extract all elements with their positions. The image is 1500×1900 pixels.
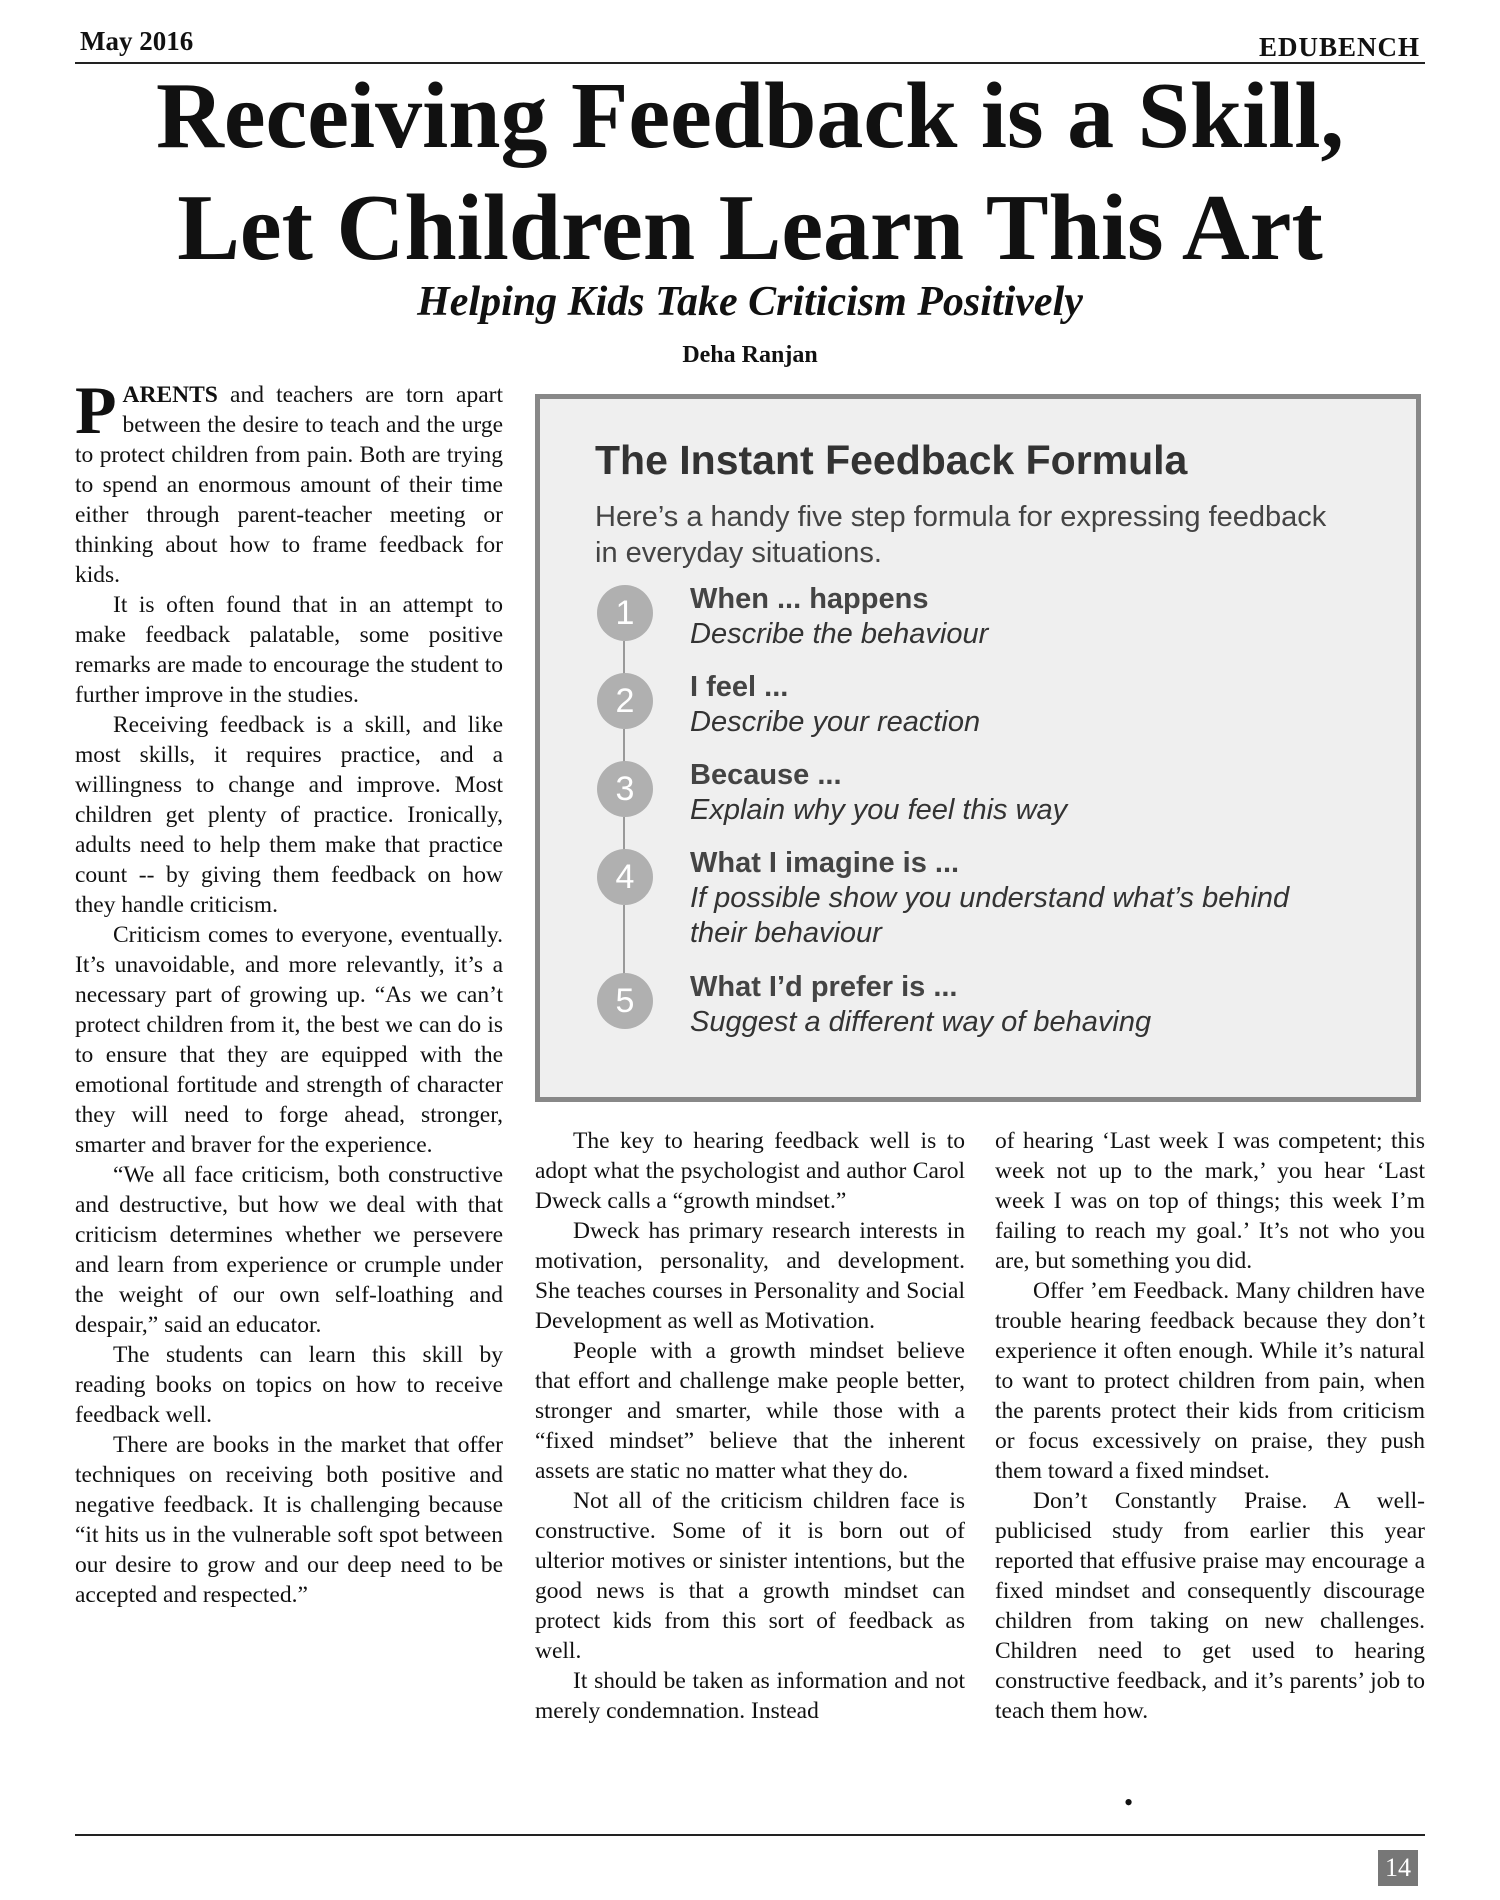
feedback-formula-box [535,394,1421,1102]
subheadline: Helping Kids Take Criticism Positively [417,279,1083,325]
step-description: Suggest a different way of behaving [690,1006,1152,1038]
paragraph: Don’t Constantly Praise. A well-publicised study from earlier this year reported that effusive praise may encourage a fixed mindset and consequently discourage children from taking on new challenges. Children need to get used to hearing constructive feedback, and it’s parents’ job to teach them how. [995,1488,1425,1724]
step-heading: When ... happens [690,583,929,615]
step-description: If possible show you understand what’s behind their behaviour [690,882,1290,949]
paragraph: Dweck has primary research interests in motivation, personality, and development. She teaches courses in Personality and Social Development as well as Motivation. [535,1218,965,1334]
paragraph [75,372,503,590]
step-heading: I feel ... [690,671,789,703]
paragraph: Receiving feedback is a skill, and like most skills, it requires practice, and a willingness to change and improve. Most children get plenty of practice. Ironically, adults need to help them make that practice count -- by giving them feedback on how they handle criticism. [75,712,503,918]
step-number-circle: 3 [597,761,653,817]
publication-name: EDUBENCH [1258,32,1420,62]
bottom-rule [75,1834,1425,1836]
step-number-circle: 5 [597,973,653,1029]
box-title: The Instant Feedback Formula [595,437,1188,483]
middle-column [535,1126,965,1726]
page-number: 14 [1378,1850,1418,1886]
paragraph: Criticism comes to everyone, eventually. It’s unavoidable, and more relevantly, it’s a necessary part of growing up. “As we can’t protect children from it, the best we can do is to ensure that they are equipped with the emotional fortitude and strength of character they will need to forge ahead, stronger, smarter and braver for the experience. [75,922,503,1158]
headline-line-1: Receiving Feedback is a Skill, [155,64,1345,168]
step-heading: What I’d prefer is ... [690,971,958,1003]
paragraph: of hearing ‘Last week I was competent; this week not up to the mark,’ you hear ‘Last week I was on top of things; this week I’m failing to reach my goal.’ It’s not who you are, but something you did. [995,1128,1425,1274]
drop-cap: P [75,372,117,448]
box-intro: Here’s a handy five step formula for expressing feedback in everyday situations. [595,501,1327,569]
headline [40,60,1460,284]
paragraph: People with a growth mindset believe that effort and challenge make people better, stronger and smarter, while those with a “fixed mindset” believe that the inherent assets are static no matter what they do. [535,1338,965,1484]
step-description: Explain why you feel this way [690,794,1068,826]
step-heading: Because ... [690,759,842,791]
step-connector [623,905,625,979]
paragraph: There are books in the market that offer techniques on receiving both positive and negative feedback. It is challenging because “it hits us in the vulnerable soft spot between our desire to grow and our deep need to be accepted and respected.” [75,1432,503,1608]
lead-word: ARENTS [122,382,218,408]
step-number-circle: 2 [597,673,653,729]
paragraph: Offer ’em Feedback. Many children have trouble hearing feedback because they don’t experience it often enough. While it’s natural to want to protect children from pain, when the parents protect their kids from criticism or focus excessively on praise, they push them toward a fixed mindset. [995,1278,1425,1484]
paragraph: “We all face criticism, both constructive and destructive, but how we deal with that criticism determines whether we persevere and learn from experience or crumple under the weight of our own self-loathing and despair,” said an educator. [75,1162,503,1338]
right-column [995,1126,1425,1726]
byline: Deha Ranjan [682,342,818,368]
paragraph: Not all of the criticism children face is constructive. Some of it is born out of ulterior motives or sinister intentions, but the good news is that a growth mindset can protect kids from this sort of feedback as well. [535,1488,965,1664]
step-description: Describe the behaviour [690,618,989,650]
step-description: Describe your reaction [690,706,981,738]
step-number-circle: 4 [597,849,653,905]
paragraph-text: and teachers are torn apart between the desire to teach and the urge to protect children from pain. Both are trying to spend an enormous amount of their time either through parent-teacher meeting or thinking about how to frame feedback for kids. [75,382,503,588]
paragraph: It should be taken as information and not merely condemnation. Instead [535,1668,965,1724]
end-of-article-mark: • [1124,1788,1134,1817]
paragraph: It is often found that in an attempt to make feedback palatable, some positive remarks are made to encourage the student to further improve in the studies. [75,592,503,708]
step-heading: What I imagine is ... [690,847,960,879]
step-number-circle: 1 [597,585,653,641]
issue-date: May 2016 [80,26,194,56]
paragraph: The key to hearing feedback well is to adopt what the psychologist and author Carol Dweck calls a “growth mindset.” [535,1128,965,1214]
headline-line-2: Let Children Learn This Art [177,176,1323,280]
left-column [75,372,503,1610]
paragraph: The students can learn this skill by reading books on topics on how to receive feedback well. [75,1342,503,1428]
